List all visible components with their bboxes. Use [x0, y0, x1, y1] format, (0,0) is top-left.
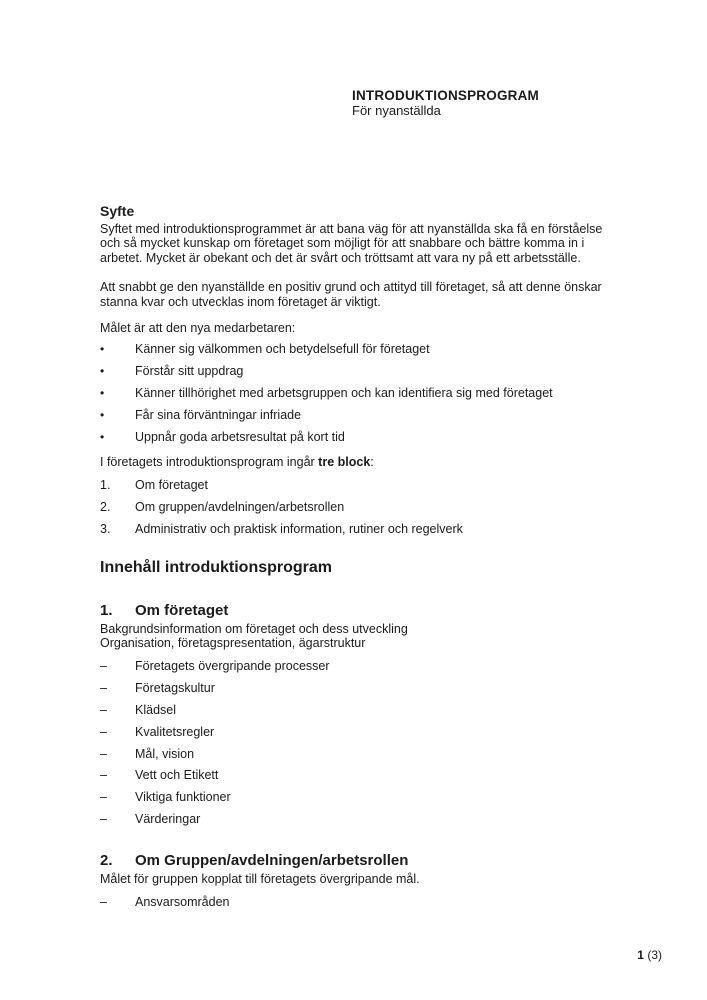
description-line: Målet för gruppen kopplat till företagets övergripande mål. — [100, 872, 420, 887]
dash-item-label: Klädsel — [135, 703, 176, 718]
numbered-item — [100, 522, 607, 536]
description-line: Organisation, företagspresentation, ägarstruktur — [100, 636, 366, 651]
goal-bullet-list — [100, 342, 607, 444]
blocks-intro-prefix: I företagets introduktionsprogram ingår — [100, 455, 319, 470]
dash-icon: – — [100, 812, 107, 827]
dash-icon: – — [100, 746, 107, 761]
dash-item — [100, 747, 607, 761]
section-heading-syfte: Syfte — [100, 203, 135, 219]
bullet-item — [100, 342, 607, 356]
bullet-item-label: Känner sig välkommen och betydelsefull för företaget — [135, 342, 430, 357]
dash-item-label: Vett och Etikett — [135, 768, 219, 783]
dash-icon: – — [100, 703, 107, 718]
paragraph-purpose: Syftet med introduktionsprogrammet är att bana väg för att nyanställda ska få en förståelse och så mycket kunskap om företaget som möjligt för att snabbare och bättre komma in i arbetet. Mycket är obekant och det är svårt och tröttsamt att vara ny på ett arbetsställe. — [100, 222, 603, 265]
bullet-item-label: Förstår sitt uppdrag — [135, 364, 244, 379]
dash-icon: – — [100, 790, 107, 805]
description-line: Bakgrundsinformation om företaget och dess utveckling — [100, 622, 408, 637]
bullet-icon: • — [100, 364, 105, 379]
dash-item — [100, 681, 607, 695]
subsection-title: Om Gruppen/avdelningen/arbetsrollen — [135, 852, 409, 870]
bullet-item-label: Får sina förväntningar infriade — [135, 407, 302, 422]
numbered-item-label: Om företaget — [135, 478, 208, 493]
dash-item-label: Viktiga funktioner — [135, 790, 231, 805]
bullet-item — [100, 408, 607, 422]
subsection-2-description — [100, 872, 607, 886]
document-subtitle: För nyanställda — [352, 103, 441, 118]
bullet-item — [100, 364, 607, 378]
subsection-2-dash-list — [100, 895, 607, 909]
blocks-intro-suffix: : — [370, 455, 374, 470]
paragraph-goal-intro: Målet är att den nya medarbetaren: — [100, 321, 296, 336]
subsection-1-dash-list — [100, 659, 607, 826]
bullet-item — [100, 430, 607, 444]
dash-item — [100, 703, 607, 717]
page-number-current: 1 — [637, 948, 644, 962]
dash-item-label: Mål, vision — [135, 746, 195, 761]
dash-item-label: Företagskultur — [135, 681, 215, 696]
item-number: 2. — [100, 500, 111, 515]
bullet-icon: • — [100, 386, 105, 401]
dash-icon: – — [100, 895, 107, 910]
page-number-total: (3) — [647, 948, 662, 962]
dash-item — [100, 725, 607, 739]
subsection-heading-1 — [100, 602, 607, 620]
document-title: INTRODUKTIONSPROGRAM — [352, 88, 539, 103]
item-number: 1. — [100, 478, 111, 493]
dash-item — [100, 895, 607, 909]
numbered-item-label: Administrativ och praktisk information, rutiner och regelverk — [135, 522, 463, 537]
item-number: 3. — [100, 522, 111, 537]
subsection-1-description — [100, 622, 607, 650]
bullet-item — [100, 386, 607, 400]
subsection-heading-2 — [100, 852, 607, 870]
bullet-icon: • — [100, 342, 105, 357]
dash-item — [100, 768, 607, 782]
dash-icon: – — [100, 681, 107, 696]
bullet-item-label: Känner tillhörighet med arbetsgruppen och kan identifiera sig med företaget — [135, 386, 553, 401]
paragraph-attitude: Att snabbt ge den nyanställde en positiv grund och attityd till företaget, så att denne önskar stanna kvar och utvecklas inom företaget är viktigt. — [100, 280, 602, 309]
paragraph-blocks-intro — [100, 455, 607, 469]
dash-icon: – — [100, 724, 107, 739]
numbered-item-label: Om gruppen/avdelningen/arbetsrollen — [135, 500, 345, 515]
numbered-item — [100, 478, 607, 492]
dash-item-label: Kvalitetsregler — [135, 724, 215, 739]
dash-item — [100, 790, 607, 804]
subsection-number: 1. — [100, 602, 113, 620]
title-block — [352, 0, 607, 118]
section-heading-innehall: Innehåll introduktionsprogram — [100, 559, 333, 577]
dash-item-label: Värderingar — [135, 812, 201, 827]
dash-item — [100, 659, 607, 673]
page-number — [637, 948, 662, 962]
bullet-icon: • — [100, 407, 105, 422]
dash-item — [100, 812, 607, 826]
subsection-title: Om företaget — [135, 602, 229, 620]
bullet-icon: • — [100, 429, 105, 444]
dash-item-label: Ansvarsområden — [135, 895, 230, 910]
dash-icon: – — [100, 659, 107, 674]
bullet-item-label: Uppnår goda arbetsresultat på kort tid — [135, 429, 345, 444]
dash-icon: – — [100, 768, 107, 783]
blocks-intro-bold: tre block — [318, 455, 371, 470]
numbered-item — [100, 500, 607, 514]
subsection-number: 2. — [100, 852, 113, 870]
blocks-numbered-list — [100, 478, 607, 536]
dash-item-label: Företagets övergripande processer — [135, 659, 330, 674]
